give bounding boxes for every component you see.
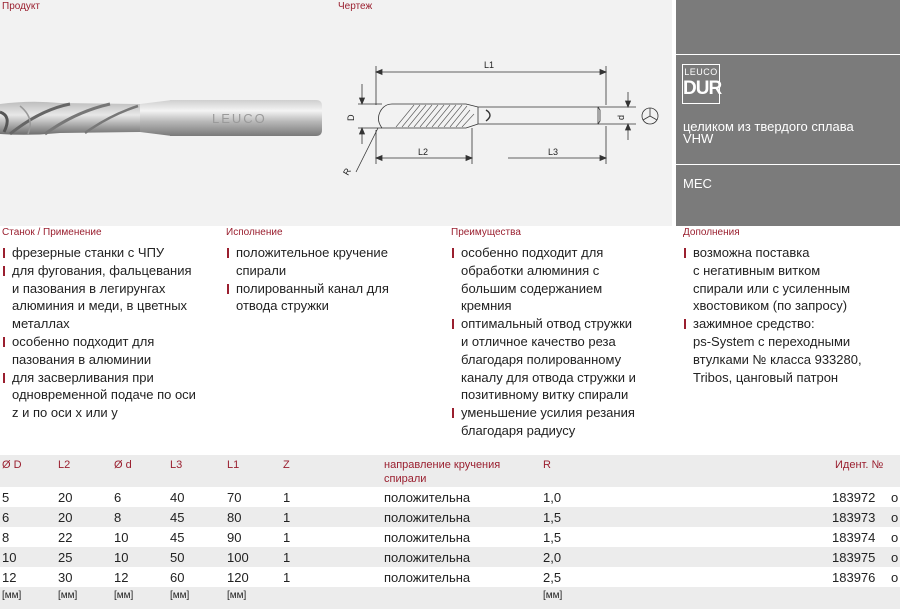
- logo-bottom-text: DUR: [683, 78, 722, 99]
- header-d: Ø d: [114, 459, 132, 471]
- column-heading: Станок / Применение: [2, 227, 102, 238]
- header-D: Ø D: [2, 459, 22, 471]
- column-heading: Дополнения: [683, 227, 740, 238]
- bullet-list: [451, 244, 676, 440]
- bullet-item: фрезерные станки с ЧПУ: [2, 244, 224, 262]
- leucodur-logo: [682, 64, 720, 104]
- dim-d: d: [616, 114, 626, 120]
- bullet-list: [226, 244, 448, 315]
- dimension-table: [0, 455, 900, 609]
- column-extras: [683, 227, 900, 386]
- table-row: 10 25 10 50 100 1 положительна 2,0 183975 о: [0, 547, 900, 567]
- column-heading: Исполнение: [226, 227, 283, 238]
- bullet-item: положительное кручение спирали: [226, 244, 448, 280]
- bullet-item: особенно подходит для пазования в алюминии: [2, 333, 224, 369]
- logo-top-text: LEUCO: [684, 67, 718, 77]
- dim-D: D: [346, 114, 356, 121]
- column-heading: Преимущества: [451, 227, 521, 238]
- info-panel: [676, 0, 900, 226]
- table-row: 8 22 10 45 90 1 положительна 1,5 183974 о: [2, 530, 899, 545]
- bullet-list: [2, 244, 224, 422]
- product-code: MEC: [683, 176, 712, 191]
- header-R: R: [543, 459, 551, 471]
- header-Z: Z: [283, 459, 290, 471]
- drawing-panel: [336, 0, 672, 226]
- header-direction: направление кручения спирали: [384, 459, 501, 485]
- header-L1: L1: [227, 459, 240, 471]
- bullet-item: для засверливания при одновременной подаче по оси z и по оси x или y: [2, 369, 224, 422]
- end-mill-photo: [0, 0, 336, 226]
- table-row: 6 20 8 45 80 1 положительна 1,5 183973 о: [0, 507, 900, 527]
- product-panel: [0, 0, 336, 226]
- bullet-item: полированный канал для отвода стружки: [226, 280, 448, 316]
- dim-L1: L1: [484, 60, 495, 70]
- column-application: [2, 227, 224, 422]
- brand-engraving: LEUCO: [212, 111, 267, 126]
- technical-drawing: [336, 0, 672, 226]
- column-design: [226, 227, 448, 315]
- product-label: Продукт: [2, 1, 40, 12]
- bullet-item: уменьшение усилия резания благодаря радиусу: [451, 404, 676, 440]
- material-line1: целиком из твердого сплава: [683, 119, 854, 134]
- units-row: [мм] [мм] [мм] [мм] [мм] [мм]: [0, 587, 900, 609]
- drawing-label: Чертеж: [338, 1, 373, 12]
- bullet-item: для фугования, фальцевания и пазования в легирунгах алюминия и меди, в цветных металлах: [2, 262, 224, 333]
- bullet-item: оптимальный отвод стружки и отличное качество реза благодаря полированному каналу для отвода стружки и позитивному витку спирали: [451, 315, 676, 404]
- dim-R: R: [341, 166, 353, 177]
- table-header: [0, 455, 900, 487]
- bullet-item: особенно подходит для обработки алюминия с большим содержанием кремния: [451, 244, 676, 315]
- material-line2: VHW: [683, 131, 714, 146]
- bullet-item: возможна поставка с негативным витком спирали или с усиленным хвостовиком (по запросу): [683, 244, 900, 315]
- header-id: Идент. №: [835, 459, 884, 471]
- dim-L2: L2: [418, 147, 429, 157]
- dim-L3: L3: [548, 147, 559, 157]
- header-L3: L3: [170, 459, 183, 471]
- table-row: 12 30 12 60 120 1 положительна 2,5 183976 о: [2, 570, 899, 585]
- bullet-list: [683, 244, 900, 386]
- table-row: 5 20 6 40 70 1 положительна 1,0 183972 о: [2, 490, 899, 505]
- bullet-item: зажимное средство: ps-System с переходными втулками № класса 933280, Tribos, цанговый патрон: [683, 315, 900, 386]
- header-L2: L2: [58, 459, 71, 471]
- column-advantages: [451, 227, 676, 440]
